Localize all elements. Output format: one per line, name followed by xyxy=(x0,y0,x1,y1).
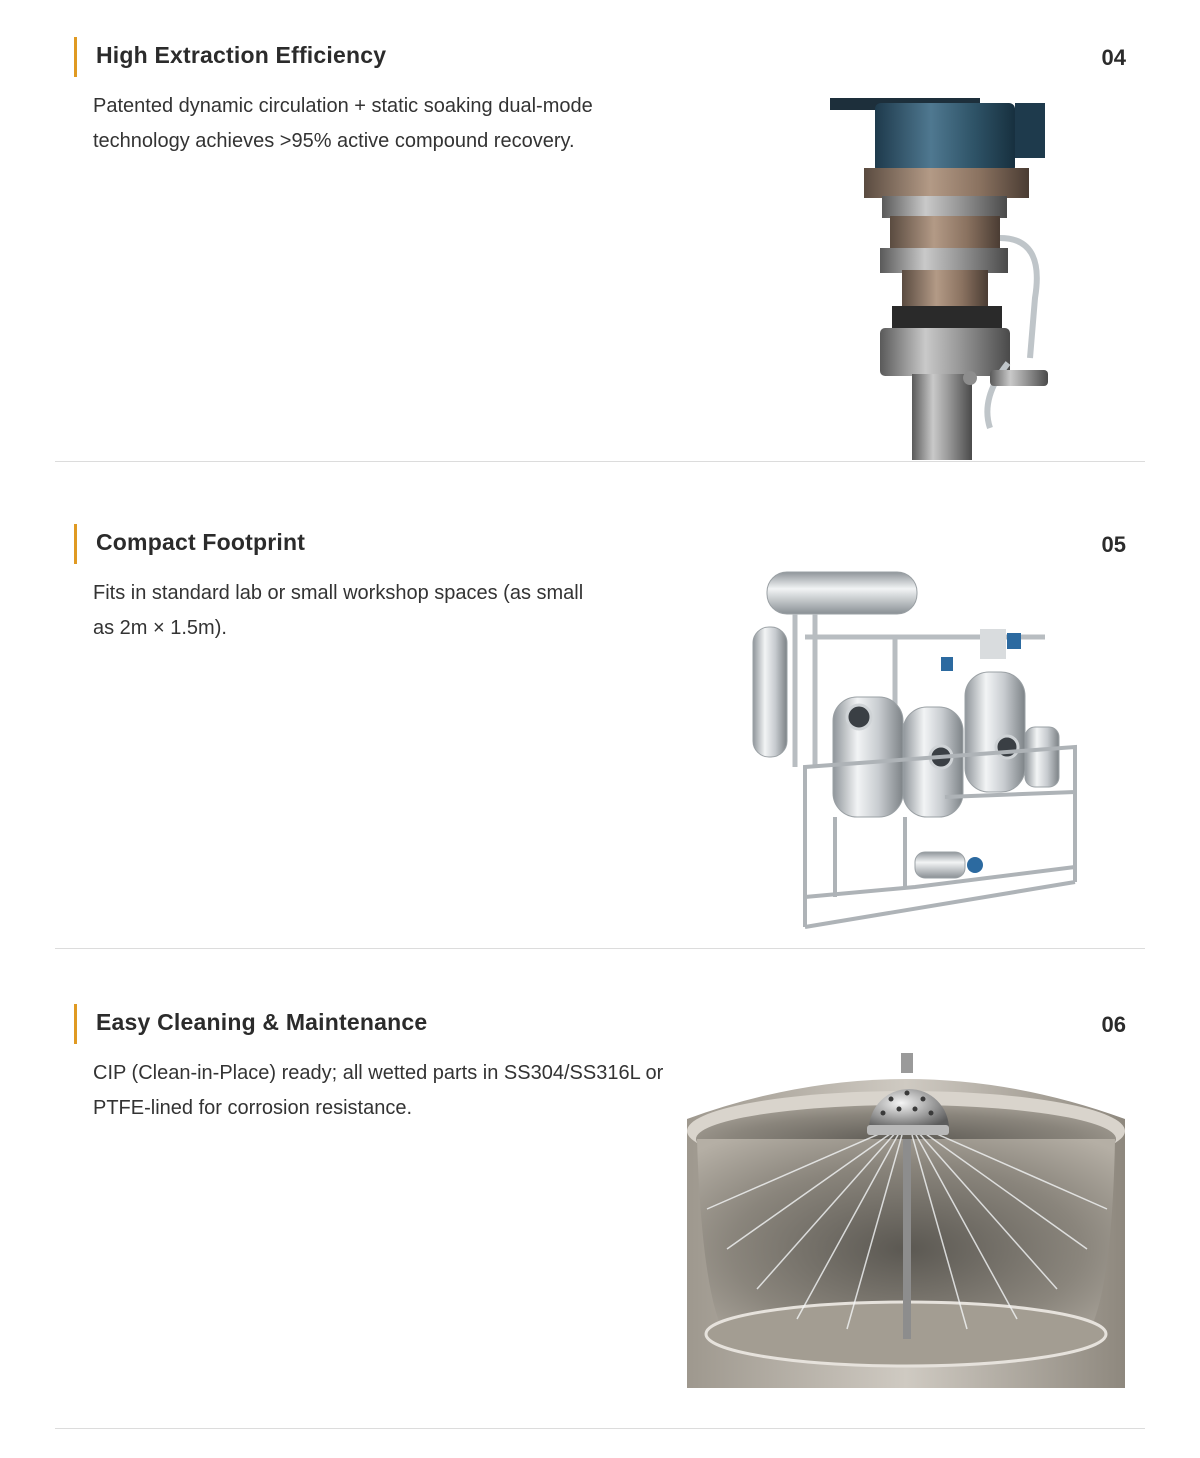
feature-title: Easy Cleaning & Maintenance xyxy=(96,1009,428,1035)
section-divider xyxy=(55,1428,1145,1429)
feature-number: 05 xyxy=(1101,532,1126,557)
feature-title: High Extraction Efficiency xyxy=(96,42,387,68)
accent-bar xyxy=(74,1004,77,1044)
feature-section-04 xyxy=(0,0,1200,462)
accent-bar xyxy=(74,37,77,77)
feature-title: Compact Footprint xyxy=(96,529,306,555)
mechanical-seal-agitator-image xyxy=(830,98,1060,460)
feature-section-05 xyxy=(0,462,1200,949)
feature-number: 04 xyxy=(1101,45,1126,70)
accent-bar xyxy=(74,524,77,564)
feature-section-06 xyxy=(0,949,1200,1429)
feature-description: Patented dynamic circulation + static soaking dual-mode technology achieves >95% active compound recovery. xyxy=(93,95,593,152)
feature-description: CIP (Clean-in-Place) ready; all wetted parts in SS304/SS316L or PTFE-lined for corrosion resistance. xyxy=(93,1062,664,1119)
feature-description: Fits in standard lab or small workshop spaces (as small as 2m × 1.5m). xyxy=(93,582,584,639)
feature-number: 06 xyxy=(1101,1012,1126,1037)
cip-spray-ball-tank-image xyxy=(687,1049,1125,1388)
extraction-concentration-unit-image xyxy=(745,567,1085,937)
